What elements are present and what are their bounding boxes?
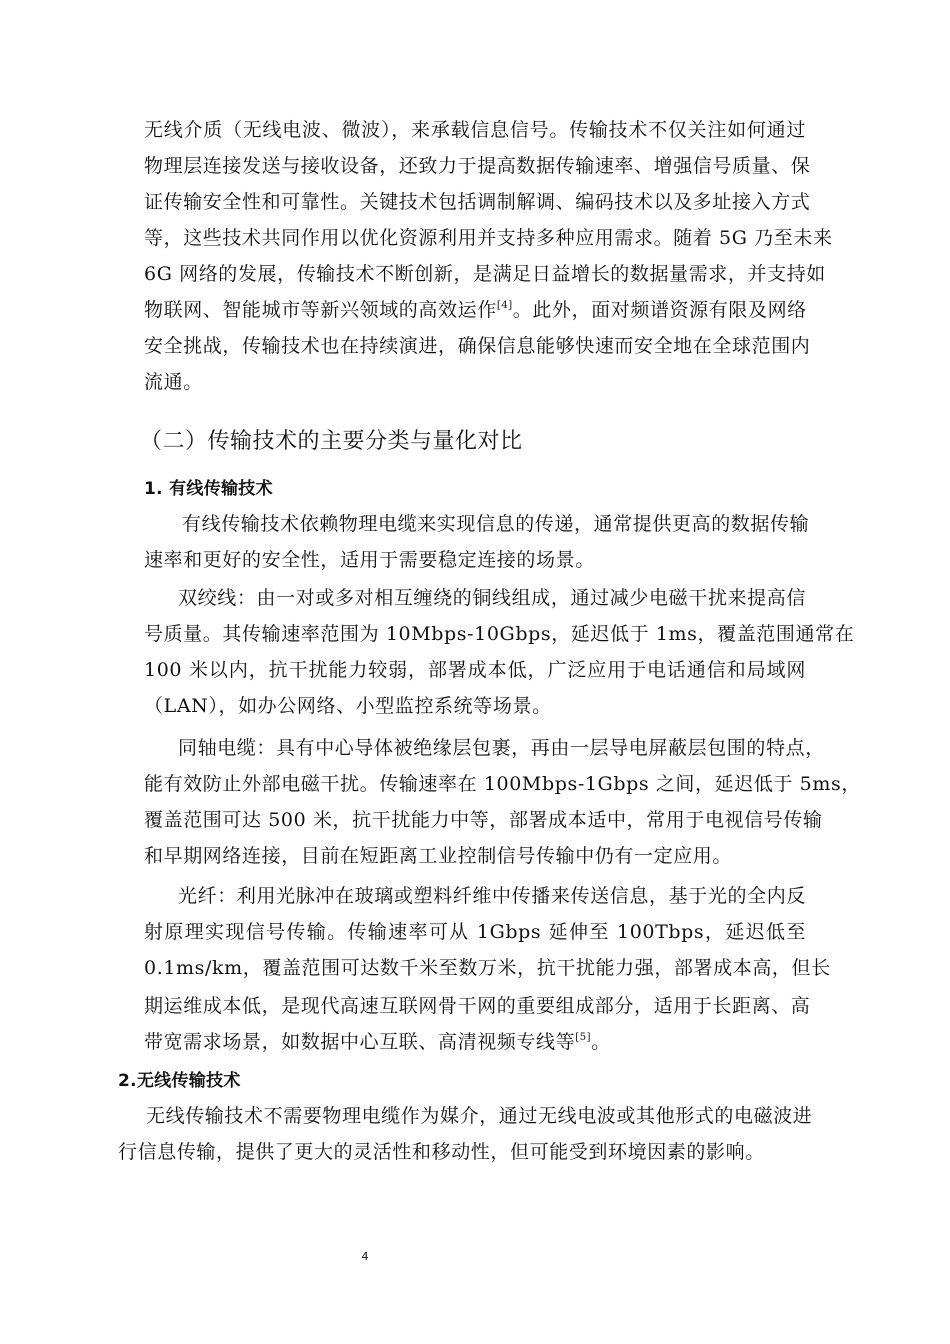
citation-ref: [5] [575, 1032, 592, 1043]
paragraph-line: 双绞线：由一对或多对相互缠绕的铜线组成，通过减少电磁干扰来提高信 [178, 587, 806, 609]
section-heading: （二）传输技术的主要分类与量化对比 [140, 429, 523, 454]
paragraph-line: 物理层连接发送与接收设备，还致力于提高数据传输速率、增强信号质量、保 [144, 155, 811, 177]
text-run: 带宽需求场景，如数据中心互联、高清视频专线等 [144, 1031, 576, 1053]
paragraph-line: 证传输安全性和可靠性。关键技术包括调制解调、编码技术以及多址接入方式 [144, 191, 811, 213]
paragraph-line: 覆盖范围可达 500 米，抗干扰能力中等，部署成本适中，常用于电视信号传输 [144, 809, 823, 831]
paragraph-line [144, 298, 806, 322]
text-run: 。此外，面对频谱资源有限及网络 [512, 299, 807, 321]
text-run: 。 [591, 1031, 611, 1053]
paragraph-line: 能有效防止外部电磁干扰。传输速率在 100Mbps-1Gbps 之间，延迟低于 5ms， [144, 773, 861, 795]
paragraph-line: 无线介质（无线电波、微波），来承载信息信号。传输技术不仅关注如何通过 [144, 119, 806, 141]
paragraph-line: 和早期网络连接，目前在短距离工业控制信号传输中仍有一定应用。 [144, 845, 733, 867]
text-run: 物联网、智能城市等新兴领域的高效运作 [144, 299, 497, 321]
paragraph-line: 0.1ms/km，覆盖范围可达数千米至数万米，抗干扰能力强，部署成本高，但长 [144, 957, 831, 979]
citation-ref: [4] [496, 300, 513, 311]
paragraph-line: 无线传输技术不需要物理电缆作为媒介，通过无线电波或其他形式的电磁波进 [146, 1105, 813, 1127]
paragraph-line: 同轴电缆：具有中心导体被绝缘层包裹，再由一层导电屏蔽层包围的特点， [178, 737, 825, 759]
paragraph-line: 行信息传输，提供了更大的灵活性和移动性，但可能受到环境因素的影响。 [118, 1141, 765, 1163]
page-number: 4 [361, 1250, 369, 1263]
paragraph-line: 流通。 [144, 371, 203, 393]
paragraph-line: （LAN），如办公网络、小型监控系统等场景。 [144, 695, 552, 717]
paragraph-line: 有线传输技术依赖物理电缆来实现信息的传递，通常提供更高的数据传输 [182, 513, 810, 535]
paragraph-line: 100 米以内，抗干扰能力较弱，部署成本低，广泛应用于电话通信和局域网 [144, 659, 806, 681]
paragraph-line [144, 1030, 611, 1054]
paragraph-line: 等，这些技术共同作用以优化资源利用并支持多种应用需求。随着 5G 乃至未来 [144, 227, 833, 249]
paragraph-line: 6G 网络的发展，传输技术不断创新，是满足日益增长的数据量需求，并支持如 [144, 263, 826, 285]
paragraph-line: 期运维成本低，是现代高速互联网骨干网的重要组成部分，适用于长距离、高 [144, 995, 811, 1017]
paragraph-line: 安全挑战，传输技术也在持续演进，确保信息能够快速而安全地在全球范围内 [144, 335, 811, 357]
subsection-heading-wireless: 2.无线传输技术 [118, 1071, 241, 1091]
paragraph-line: 速率和更好的安全性，适用于需要稳定连接的场景。 [144, 549, 595, 571]
paragraph-line: 射原理实现信号传输。传输速率可从 1Gbps 延伸至 100Tbps，延迟低至 [144, 921, 806, 943]
paragraph-line: 号质量。其传输速率范围为 10Mbps-10Gbps，延迟低于 1ms，覆盖范围通常在 [144, 623, 855, 645]
subsection-heading-wired: 1. 有线传输技术 [144, 479, 273, 499]
paragraph-line: 光纤：利用光脉冲在玻璃或塑料纤维中传播来传送信息，基于光的全内反 [178, 885, 806, 907]
